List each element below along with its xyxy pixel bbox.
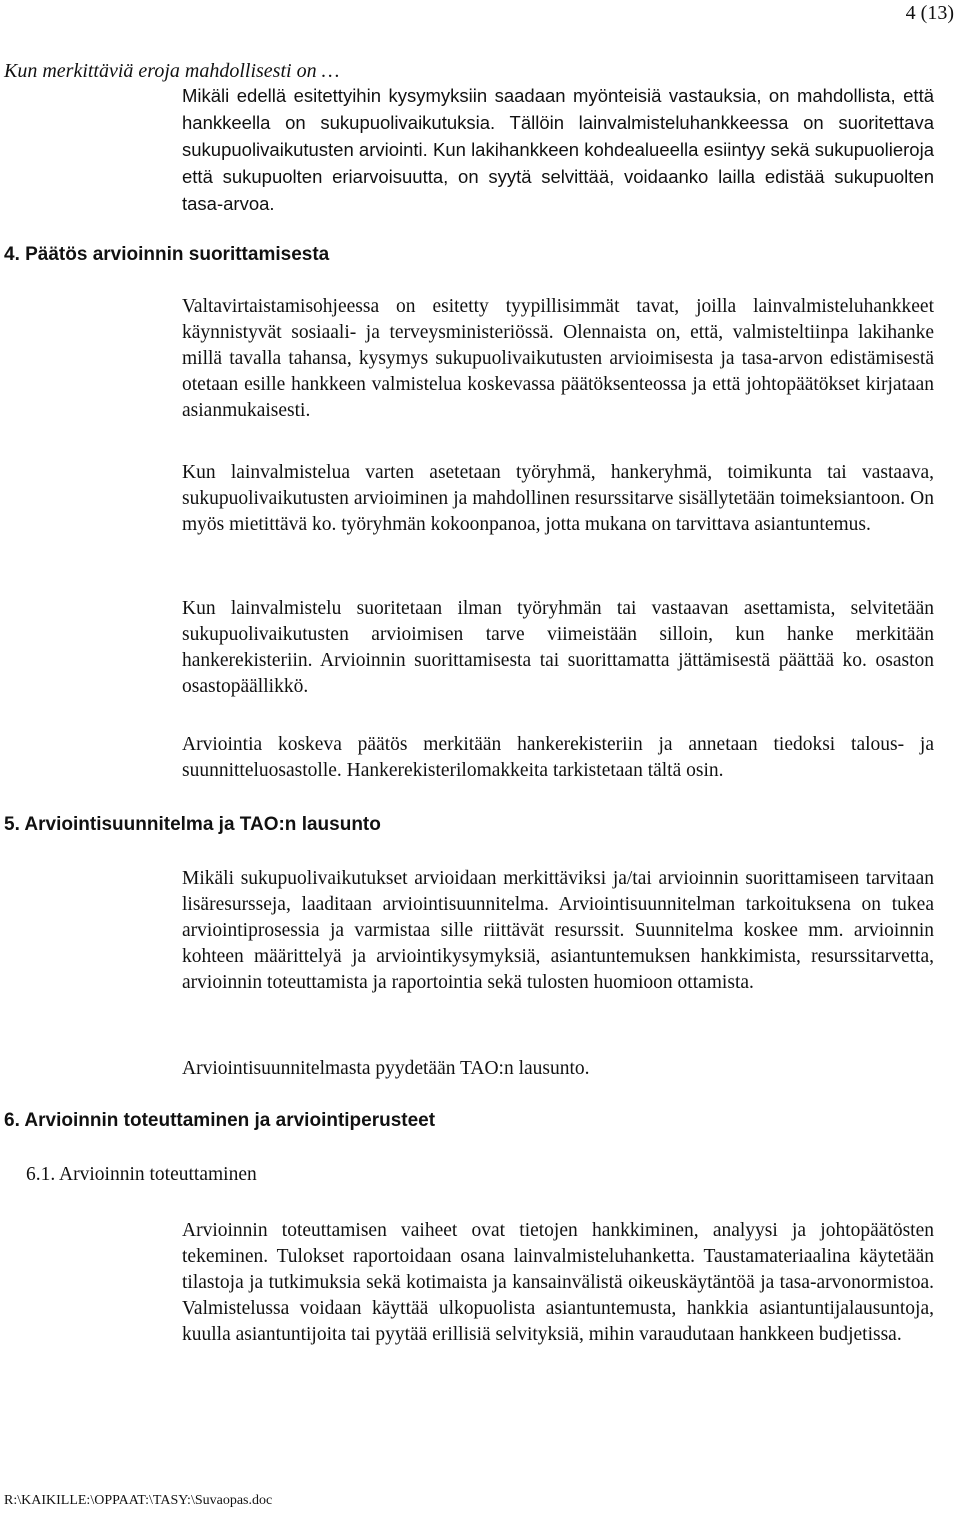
- intro-paragraph: Mikäli edellä esitettyihin kysymyksiin saadaan myönteisiä vastauksia, on mahdollista, että hankkeella on sukupuolivaikutuksia. Tällöin lainvalmisteluhankkeessa on suoritettava sukupuolivaikutusten arviointi. Kun lakihankkeen kohdealueella esiintyy sekä sukupuolieroja että sukupuolten eriarvoisuutta, on syytä selvittää, voidaanko lailla edistää sukupuolten tasa-arvoa.: [182, 85, 934, 214]
- page-number: 4 (13): [905, 2, 954, 24]
- section-4-paragraph-4: Arviointia koskeva päätös merkitään hankerekisteriin ja annetaan tiedoksi talous- ja suunnitteluosastolle. Hankerekisterilomakkeita tarkistetaan tältä osin.: [182, 734, 934, 781]
- section-4-heading: 4. Päätös arvioinnin suorittamisesta: [4, 244, 330, 265]
- footer-file-path: R:\KAIKILLE:\OPPAAT:\TASY:\Suvaopas.doc: [4, 1493, 273, 1508]
- section-4-paragraph-1: Valtavirtaistamisohjeessa on esitetty tyypillisimmät tavat, joilla lainvalmisteluhankkeet käynnistyvät sosiaali- ja terveysministeriössä. Olennaista on, että, valmisteltiinpa lakihanke millä tavalla tahansa, kysymys sukupuolivaikutusten arvioimisesta ja tasa-arvon edistämisestä otetaan esille hankkeen valmistelua koskevassa päätöksenteossa ja että johtopäätökset kirjataan asianmukaisesti.: [182, 296, 934, 421]
- section-6-1-paragraph: Arvioinnin toteuttamisen vaiheet ovat tietojen hankkiminen, analyysi ja johtopäätösten tekeminen. Tulokset raportoidaan osana lainvalmisteluhanketta. Taustamateriaalina käytetään tilastoja ja tutkimuksia sekä kotimaista ja kansainvälistä oikeuskäytäntöä ja tasa-arvonormistoa. Valmistelussa voidaan käyttää ulkopuolista asiantuntemusta, hankkia asiantuntijalausuntoja, kuulla asiantuntijoita tai pyytää erillisiä selvityksiä, mihin varaudutaan hankkeen budjetissa.: [182, 1220, 934, 1345]
- section-6-1-heading: 6.1. Arvioinnin toteuttaminen: [26, 1164, 257, 1185]
- intro-heading: Kun merkittäviä eroja mahdollisesti on …: [4, 60, 340, 82]
- section-5-paragraph-1: Mikäli sukupuolivaikutukset arvioidaan merkittäviksi ja/tai arvioinnin suorittamiseen tarvitaan lisäresursseja, laaditaan arviointisuunnitelma. Arviointisuunnitelman tarkoituksena on tukea arviointiprosessia ja varmistaa sille riittävät resurssit. Suunnitelma koskee mm. arvioinnin kohteen määrittelyä ja arviointikysymyksiä, asiantuntemuksen hankkimista, resurssitarvetta, arvioinnin toteuttamista ja raportointia sekä tulosten huomioon ottamista.: [182, 868, 934, 993]
- section-4-paragraph-2: Kun lainvalmistelua varten asetetaan työryhmä, hankeryhmä, toimikunta tai vastaava, sukupuolivaikutusten arvioiminen ja mahdollinen resurssitarve sisällytetään toimeksiantoon. On myös mietittävä ko. työryhmän kokoonpanoa, jotta mukana on tarvittava asiantuntemus.: [182, 462, 934, 535]
- section-4-paragraph-3: Kun lainvalmistelu suoritetaan ilman työryhmän tai vastaavan asettamista, selvitetään sukupuolivaikutusten arvioimisen tarve viimeistään silloin, kun hanke merkitään hankerekisteriin. Arvioinnin suorittamisesta tai suorittamatta jättämisestä päättää ko. osaston osastopäällikkö.: [182, 598, 934, 697]
- section-5-paragraph-2: Arviointisuunnitelmasta pyydetään TAO:n lausunto.: [182, 1058, 590, 1079]
- section-5-heading: 5. Arviointisuunnitelma ja TAO:n lausunto: [4, 814, 381, 835]
- section-6-heading: 6. Arvioinnin toteuttaminen ja arviointiperusteet: [4, 1110, 436, 1131]
